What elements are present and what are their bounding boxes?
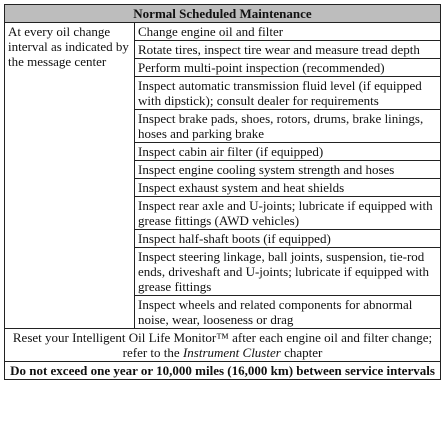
maintenance-body [5, 23, 441, 380]
maintenance-item: Inspect steering linkage, ball joints, suspension, tie-rod ends, driveshaft and U-joints; lubricate if equipped with grease fittings [135, 248, 441, 296]
limit-row [5, 362, 441, 380]
maintenance-item: Inspect half-shaft boots (if equipped) [135, 230, 441, 248]
reset-note-text: Reset your Intelligent Oil Life Monitor™ after each engine oil and filter change; refer to the [12, 330, 433, 360]
note-row [5, 329, 441, 362]
maintenance-item: Change engine oil and filter [135, 23, 441, 41]
reset-note-suffix: chapter [280, 345, 323, 360]
service-interval-limit: Do not exceed one year or 10,000 miles (16,000 km) between service intervals [5, 362, 441, 380]
table-header-row [5, 5, 441, 23]
table-title: Normal Scheduled Maintenance [5, 5, 441, 23]
maintenance-table [4, 4, 441, 380]
maintenance-item: Inspect brake pads, shoes, rotors, drums, brake linings, hoses and parking brake [135, 110, 441, 143]
table-row [5, 23, 441, 41]
maintenance-item: Inspect rear axle and U-joints; lubricate if equipped with grease fittings (AWD vehicles) [135, 197, 441, 230]
maintenance-item: Inspect cabin air filter (if equipped) [135, 143, 441, 161]
maintenance-item: Inspect wheels and related components for abnormal noise, wear, looseness or drag [135, 296, 441, 329]
interval-condition: At every oil change interval as indicated by the message center [5, 23, 135, 329]
maintenance-item: Inspect exhaust system and heat shields [135, 179, 441, 197]
maintenance-item: Rotate tires, inspect tire wear and measure tread depth [135, 41, 441, 59]
maintenance-item: Inspect automatic transmission fluid level (if equipped with dipstick); consult dealer for requirements [135, 77, 441, 110]
reset-note [5, 329, 441, 362]
maintenance-item: Inspect engine cooling system strength and hoses [135, 161, 441, 179]
chapter-reference: Instrument Cluster [182, 345, 281, 360]
maintenance-item: Perform multi-point inspection (recommended) [135, 59, 441, 77]
